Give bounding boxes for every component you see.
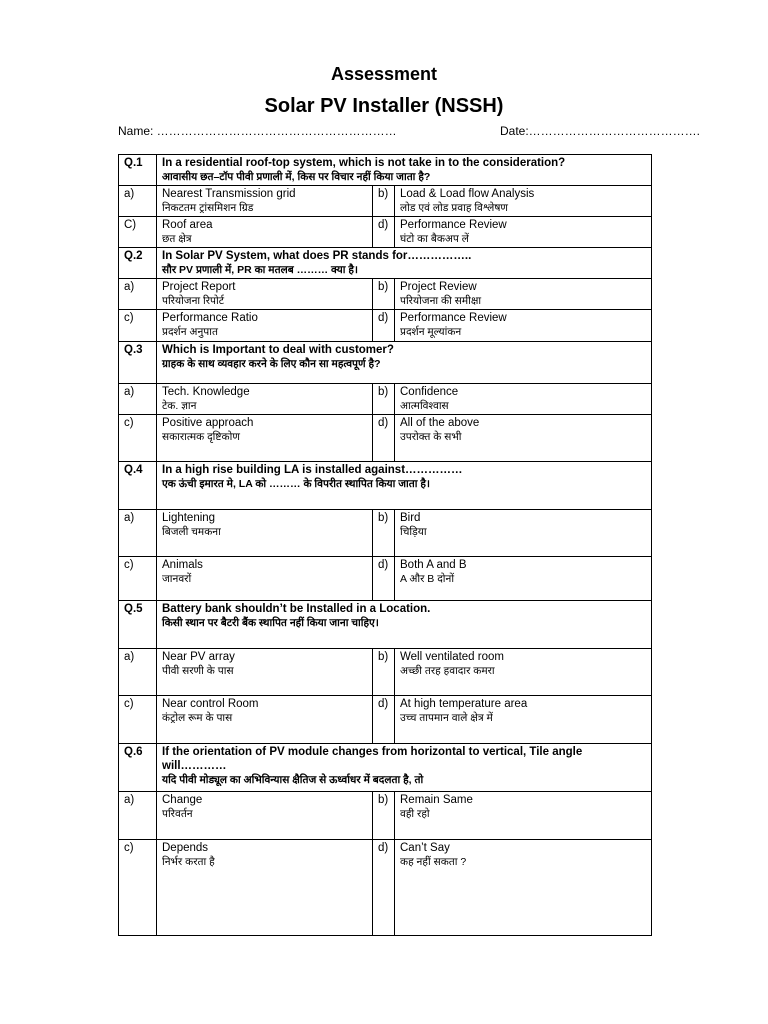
question-number: Q.4 xyxy=(119,462,157,510)
question-text-hi: यदि पीवी मोड्यूल का अभिविन्यास क्षैतिज से ऊर्ध्वाधर में बदलता है, तो xyxy=(162,774,424,786)
option-label: C) xyxy=(119,217,157,248)
option-text-en: Well ventilated room xyxy=(400,651,504,663)
option-text-hi: बिजली चमकना xyxy=(162,526,221,538)
option-label: d) xyxy=(373,217,395,248)
option-row xyxy=(119,840,652,936)
question-row xyxy=(119,155,652,186)
option-text-en: Bird xyxy=(400,512,421,524)
option-text-hi: लोड एवं लोड प्रवाह विश्लेषण xyxy=(400,202,508,214)
option-text-hi: आत्मविश्वास xyxy=(400,400,449,412)
option-label: a) xyxy=(119,510,157,557)
option-text-hi: परिवर्तन xyxy=(162,808,193,820)
option-text-en: Both A and B xyxy=(400,559,467,571)
option-label: d) xyxy=(373,415,395,462)
option-text-en: Tech. Knowledge xyxy=(162,386,250,398)
option-row xyxy=(119,510,652,557)
option-label: c) xyxy=(119,840,157,936)
question-row xyxy=(119,744,652,792)
question-number: Q.2 xyxy=(119,248,157,279)
option-text-en: Performance Review xyxy=(400,312,507,324)
option-text xyxy=(157,557,373,601)
question-text-hi: आवासीय छत–टॉप पीवी प्रणाली में, किस पर विचार नहीं किया जाता है? xyxy=(162,171,431,183)
option-text-hi: टेक. ज्ञान xyxy=(162,400,197,412)
option-row xyxy=(119,217,652,248)
option-text-en: Lightening xyxy=(162,512,216,524)
question-row xyxy=(119,248,652,279)
option-label: c) xyxy=(119,310,157,342)
option-text-hi: अच्छी तरह हवादार कमरा xyxy=(400,665,495,677)
option-row xyxy=(119,310,652,342)
option-text xyxy=(157,310,373,342)
option-label: a) xyxy=(119,384,157,415)
question-number: Q.6 xyxy=(119,744,157,792)
option-text-en: All of the above xyxy=(400,417,480,429)
option-label: b) xyxy=(373,186,395,217)
option-text-en: Performance Review xyxy=(400,219,507,231)
option-row xyxy=(119,415,652,462)
option-text xyxy=(395,557,652,601)
option-text-hi: निर्भर करता है xyxy=(162,856,215,868)
option-label: c) xyxy=(119,415,157,462)
option-row xyxy=(119,186,652,217)
question-text-hi: सौर PV प्रणाली में, PR का मतलब ……… क्या है। xyxy=(162,264,358,276)
option-text xyxy=(395,840,652,936)
option-text xyxy=(395,279,652,310)
assessment-table xyxy=(118,154,652,936)
question-text xyxy=(157,744,652,792)
option-text xyxy=(157,792,373,840)
option-label: c) xyxy=(119,557,157,601)
option-label: b) xyxy=(373,792,395,840)
option-text-en: Near control Room xyxy=(162,698,259,710)
option-text-en: At high temperature area xyxy=(400,698,528,710)
option-text-en: Positive approach xyxy=(162,417,254,429)
name-field-label: Name: …………………………………………………… xyxy=(118,124,397,138)
option-text xyxy=(395,510,652,557)
option-text-hi: निकटतम ट्रांसमिशन ग्रिड xyxy=(162,202,254,214)
option-text-hi: उच्च तापमान वाले क्षेत्र में xyxy=(400,712,493,724)
option-row xyxy=(119,649,652,696)
option-text-en: Confidence xyxy=(400,386,459,398)
option-label: d) xyxy=(373,696,395,744)
question-text-hi: ग्राहक के साथ व्यवहार करने के लिए कौन सा महत्वपूर्ण है? xyxy=(162,358,381,370)
option-text-en: Project Review xyxy=(400,281,477,293)
date-field-label: Date:……………………………………. xyxy=(500,124,701,138)
option-text xyxy=(157,217,373,248)
option-label: b) xyxy=(373,384,395,415)
question-text-hi: किसी स्थान पर बैटरी बैंक स्थापित नहीं किया जाना चाहिए। xyxy=(162,617,379,629)
option-text xyxy=(157,840,373,936)
option-text-en: Can’t Say xyxy=(400,842,450,854)
option-text-hi: छत क्षेत्र xyxy=(162,233,192,245)
option-text-hi: घंटो का बैकअप लें xyxy=(400,233,469,245)
question-row xyxy=(119,601,652,649)
option-label: a) xyxy=(119,186,157,217)
option-text xyxy=(395,792,652,840)
option-text xyxy=(157,384,373,415)
option-text-en: Project Report xyxy=(162,281,236,293)
option-text xyxy=(395,310,652,342)
option-text-hi: प्रदर्शन मूल्यांकन xyxy=(400,326,462,338)
option-row xyxy=(119,279,652,310)
option-text xyxy=(395,649,652,696)
option-text-en: Animals xyxy=(162,559,203,571)
question-number: Q.3 xyxy=(119,342,157,384)
question-text-hi: एक ऊंची इमारत मे, LA को ……… के विपरीत स्थापित किया जाता है। xyxy=(162,478,430,490)
question-text-en: If the orientation of PV module changes from horizontal to vertical, Tile angle will………… xyxy=(162,746,583,772)
option-text-en: Load & Load flow Analysis xyxy=(400,188,535,200)
option-text xyxy=(157,186,373,217)
question-number: Q.5 xyxy=(119,601,157,649)
option-text xyxy=(395,186,652,217)
option-text-en: Roof area xyxy=(162,219,213,231)
option-text xyxy=(157,510,373,557)
option-text-en: Depends xyxy=(162,842,209,854)
question-text-en: Which is Important to deal with customer? xyxy=(162,344,394,356)
option-text-hi: उपरोक्त के सभी xyxy=(400,431,462,443)
option-label: b) xyxy=(373,279,395,310)
question-text-en: In Solar PV System, what does PR stands for…………….. xyxy=(162,250,472,262)
option-text-hi: वही रहो xyxy=(400,808,430,820)
option-row xyxy=(119,557,652,601)
option-label: a) xyxy=(119,792,157,840)
question-text xyxy=(157,342,652,384)
question-text xyxy=(157,155,652,186)
option-text xyxy=(157,415,373,462)
option-text-en: Near PV array xyxy=(162,651,235,663)
question-text xyxy=(157,462,652,510)
question-number: Q.1 xyxy=(119,155,157,186)
option-text-hi: परियोजना की समीक्षा xyxy=(400,295,482,307)
option-text-hi: प्रदर्शन अनुपात xyxy=(162,326,218,338)
option-label: a) xyxy=(119,279,157,310)
option-text xyxy=(395,217,652,248)
question-text-en: In a residential roof-top system, which is not take in to the consideration? xyxy=(162,157,566,169)
option-text-hi: सकारात्मक दृष्टिकोण xyxy=(162,431,240,443)
question-text-en: Battery bank shouldn’t be Installed in a Location. xyxy=(162,603,431,615)
option-text-hi: परियोजना रिपोर्ट xyxy=(162,295,225,307)
option-text xyxy=(395,696,652,744)
option-label: b) xyxy=(373,649,395,696)
option-text xyxy=(157,649,373,696)
option-text-en: Performance Ratio xyxy=(162,312,258,324)
option-text xyxy=(395,384,652,415)
option-text-hi: A और B दोनों xyxy=(400,573,455,585)
page-subtitle: Solar PV Installer (NSSH) xyxy=(264,95,504,117)
question-text-en: In a high rise building LA is installed against…………… xyxy=(162,464,463,476)
page-title: Assessment xyxy=(330,64,438,84)
option-label: d) xyxy=(373,557,395,601)
option-row xyxy=(119,384,652,415)
question-row xyxy=(119,342,652,384)
question-text xyxy=(157,601,652,649)
option-row xyxy=(119,696,652,744)
option-label: b) xyxy=(373,510,395,557)
question-row xyxy=(119,462,652,510)
option-text-en: Nearest Transmission grid xyxy=(162,188,296,200)
option-text xyxy=(395,415,652,462)
option-text-hi: कंट्रोल रूम के पास xyxy=(162,712,233,724)
option-label: c) xyxy=(119,696,157,744)
option-text xyxy=(157,279,373,310)
question-text xyxy=(157,248,652,279)
option-row xyxy=(119,792,652,840)
option-text-en: Remain Same xyxy=(400,794,473,806)
option-label: d) xyxy=(373,840,395,936)
option-text xyxy=(157,696,373,744)
option-text-hi: कह नहीं सकता ? xyxy=(400,856,467,868)
option-text-hi: जानवरों xyxy=(162,573,192,585)
option-text-en: Change xyxy=(162,794,203,806)
option-label: a) xyxy=(119,649,157,696)
option-label: d) xyxy=(373,310,395,342)
option-text-hi: पीवी सरणी के पास xyxy=(162,665,234,677)
option-text-hi: चिड़िया xyxy=(400,526,427,538)
